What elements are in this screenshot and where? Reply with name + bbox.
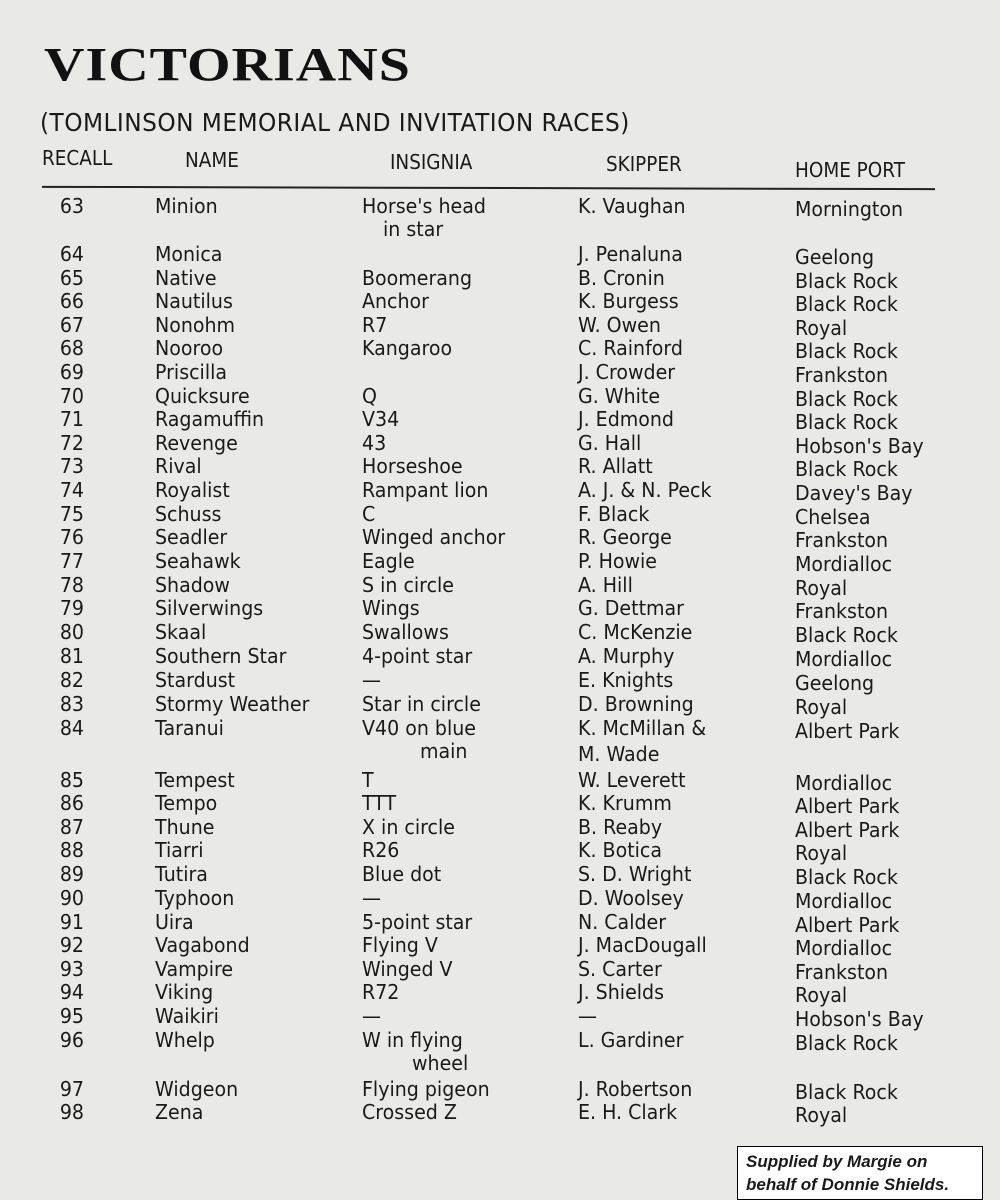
cell-insignia: —	[362, 668, 381, 692]
cell-skipper: J. Edmond	[578, 407, 674, 431]
cell-insignia: Flying V	[362, 933, 438, 957]
cell-port: Royal	[795, 841, 848, 865]
cell-name: Tiarri	[155, 838, 204, 862]
cell-insignia-continued: main	[420, 739, 468, 763]
cell-recall: 77	[59, 549, 84, 573]
cell-skipper: W. Leverett	[578, 768, 686, 792]
cell-insignia-continued: wheel	[412, 1051, 469, 1075]
cell-port: Black Rock	[795, 865, 898, 889]
cell-skipper: L. Gardiner	[578, 1028, 684, 1052]
cell-name: Ragamuffin	[155, 407, 265, 431]
cell-insignia: Winged anchor	[362, 525, 506, 549]
cell-recall: 98	[59, 1100, 84, 1124]
cell-recall: 92	[59, 933, 84, 957]
cell-recall: 89	[59, 862, 84, 886]
cell-name: Waikiri	[155, 1004, 219, 1028]
cell-name: Nautilus	[155, 289, 233, 313]
cell-insignia: R7	[362, 313, 388, 337]
cell-port: Albert Park	[795, 818, 900, 842]
cell-skipper: —	[578, 1004, 597, 1028]
cell-name: Uira	[155, 910, 194, 934]
cell-port: Royal	[795, 316, 848, 340]
cell-name: Quicksure	[155, 384, 250, 408]
cell-skipper: G. Hall	[578, 431, 642, 455]
cell-skipper: N. Calder	[578, 910, 667, 934]
cell-port: Mordialloc	[795, 889, 893, 913]
cell-insignia: Crossed Z	[362, 1100, 457, 1124]
cell-port: Albert Park	[795, 719, 900, 743]
cell-name: Stormy Weather	[155, 692, 310, 716]
cell-name: Skaal	[155, 620, 207, 644]
cell-name: Tutira	[155, 862, 208, 886]
cell-skipper: A. J. & N. Peck	[578, 478, 712, 502]
cell-recall: 96	[59, 1028, 84, 1052]
cell-skipper: C. McKenzie	[578, 620, 693, 644]
cell-skipper: K. Botica	[578, 838, 663, 862]
cell-name: Vampire	[155, 957, 234, 981]
cell-recall: 72	[59, 431, 84, 455]
cell-recall: 86	[59, 791, 84, 815]
cell-name: Seadler	[155, 525, 228, 549]
cell-port: Black Rock	[795, 269, 898, 293]
cell-insignia: V40 on blue	[362, 716, 476, 740]
cell-insignia: Eagle	[362, 549, 415, 573]
cell-skipper: E. H. Clark	[578, 1100, 678, 1124]
cell-insignia-continued: in star	[383, 217, 444, 241]
cell-name: Tempest	[155, 768, 235, 792]
cell-insignia: R26	[362, 838, 400, 862]
cell-name: Typhoon	[155, 886, 235, 910]
cell-port: Mordialloc	[795, 647, 893, 671]
cell-insignia: Anchor	[362, 289, 429, 313]
cell-port: Black Rock	[795, 410, 898, 434]
cell-port: Black Rock	[795, 1080, 898, 1104]
cell-insignia: X in circle	[362, 815, 455, 839]
cell-insignia: V34	[362, 407, 400, 431]
cell-name: Rival	[155, 454, 202, 478]
cell-recall: 84	[59, 716, 84, 740]
cell-insignia: T	[362, 768, 374, 792]
cell-insignia: Kangaroo	[362, 336, 453, 360]
cell-port: Black Rock	[795, 387, 898, 411]
header-insignia: INSIGNIA	[390, 150, 473, 174]
cell-skipper: K. Burgess	[578, 289, 679, 313]
cell-recall: 76	[59, 525, 84, 549]
cell-recall: 94	[59, 980, 84, 1004]
credit-line-2: behalf of Donnie Shields.	[746, 1175, 950, 1194]
cell-recall: 88	[59, 838, 84, 862]
cell-recall: 71	[59, 407, 84, 431]
cell-insignia: Q	[362, 384, 377, 408]
cell-name: Schuss	[155, 502, 222, 526]
cell-recall: 74	[59, 478, 84, 502]
cell-name: Seahawk	[155, 549, 241, 573]
cell-name: Native	[155, 266, 217, 290]
cell-port: Royal	[795, 695, 848, 719]
cell-insignia: Rampant lion	[362, 478, 489, 502]
cell-recall: 83	[59, 692, 84, 716]
cell-port: Hobson's Bay	[795, 434, 924, 458]
cell-recall: 97	[59, 1077, 84, 1101]
cell-skipper: A. Murphy	[578, 644, 675, 668]
cell-skipper: K. McMillan &	[578, 716, 707, 740]
cell-name: Shadow	[155, 573, 230, 597]
cell-port: Black Rock	[795, 457, 898, 481]
cell-skipper: C. Rainford	[578, 336, 683, 360]
cell-recall: 78	[59, 573, 84, 597]
cell-insignia: R72	[362, 980, 400, 1004]
cell-port: Frankston	[795, 599, 889, 623]
cell-port: Albert Park	[795, 794, 900, 818]
cell-port: Royal	[795, 983, 848, 1007]
cell-insignia: —	[362, 1004, 381, 1028]
cell-skipper: S. Carter	[578, 957, 662, 981]
credit-line-1: Supplied by Margie on	[746, 1152, 928, 1171]
cell-port: Chelsea	[795, 505, 871, 529]
cell-skipper: K. Vaughan	[578, 194, 686, 218]
cell-port: Geelong	[795, 245, 875, 269]
header-name: NAME	[185, 148, 239, 172]
cell-port: Geelong	[795, 671, 875, 695]
header-skipper: SKIPPER	[606, 152, 682, 176]
cell-recall: 91	[59, 910, 84, 934]
cell-recall: 93	[59, 957, 84, 981]
cell-name: Thune	[155, 815, 215, 839]
cell-name: Royalist	[155, 478, 230, 502]
cell-port: Royal	[795, 576, 848, 600]
cell-skipper: S. D. Wright	[578, 862, 692, 886]
cell-name: Revenge	[155, 431, 238, 455]
cell-skipper: F. Black	[578, 502, 650, 526]
cell-name: Taranui	[155, 716, 224, 740]
cell-recall: 65	[59, 266, 84, 290]
cell-skipper: E. Knights	[578, 668, 674, 692]
cell-port: Albert Park	[795, 913, 900, 937]
cell-recall: 90	[59, 886, 84, 910]
cell-name: Stardust	[155, 668, 236, 692]
cell-name: Nonohm	[155, 313, 236, 337]
cell-skipper: R. Allatt	[578, 454, 653, 478]
cell-name: Whelp	[155, 1028, 215, 1052]
cell-recall: 68	[59, 336, 84, 360]
cell-insignia: W in flying	[362, 1028, 463, 1052]
cell-name: Viking	[155, 980, 214, 1004]
cell-insignia: 5-point star	[362, 910, 473, 934]
cell-name: Silverwings	[155, 596, 264, 620]
cell-skipper: B. Reaby	[578, 815, 663, 839]
cell-skipper: B. Cronin	[578, 266, 665, 290]
cell-skipper: J. Robertson	[578, 1077, 693, 1101]
cell-name: Priscilla	[155, 360, 228, 384]
cell-port: Black Rock	[795, 1031, 898, 1055]
cell-recall: 70	[59, 384, 84, 408]
cell-insignia: TTT	[362, 791, 397, 815]
cell-name: Southern Star	[155, 644, 287, 668]
cell-name: Monica	[155, 242, 223, 266]
cell-insignia: Horse's head	[362, 194, 486, 218]
cell-skipper: P. Howie	[578, 549, 657, 573]
document-subtitle: (TOMLINSON MEMORIAL AND INVITATION RACES)	[40, 108, 630, 137]
cell-name: Vagabond	[155, 933, 250, 957]
cell-recall: 69	[59, 360, 84, 384]
cell-insignia: Boomerang	[362, 266, 473, 290]
cell-recall: 73	[59, 454, 84, 478]
cell-insignia: Wings	[362, 596, 420, 620]
cell-port: Black Rock	[795, 339, 898, 363]
cell-skipper: G. White	[578, 384, 661, 408]
cell-skipper: G. Dettmar	[578, 596, 684, 620]
cell-insignia: C	[362, 502, 376, 526]
cell-port: Frankston	[795, 528, 889, 552]
cell-port: Royal	[795, 1103, 848, 1127]
cell-recall: 95	[59, 1004, 84, 1028]
cell-insignia: Horseshoe	[362, 454, 463, 478]
cell-recall: 82	[59, 668, 84, 692]
cell-skipper: J. Crowder	[578, 360, 676, 384]
cell-port: Black Rock	[795, 292, 898, 316]
header-recall: RECALL	[42, 146, 113, 170]
cell-recall: 75	[59, 502, 84, 526]
cell-insignia: Star in circle	[362, 692, 481, 716]
cell-insignia: Swallows	[362, 620, 449, 644]
cell-skipper: A. Hill	[578, 573, 633, 597]
cell-name: Zena	[155, 1100, 204, 1124]
cell-port: Hobson's Bay	[795, 1007, 924, 1031]
cell-recall: 66	[59, 289, 84, 313]
cell-skipper: J. MacDougall	[578, 933, 707, 957]
cell-name: Widgeon	[155, 1077, 239, 1101]
cell-skipper: J. Shields	[578, 980, 665, 1004]
cell-insignia: Winged V	[362, 957, 453, 981]
cell-port: Frankston	[795, 960, 889, 984]
cell-port: Black Rock	[795, 623, 898, 647]
cell-recall: 64	[59, 242, 84, 266]
cell-skipper: R. George	[578, 525, 672, 549]
cell-recall: 63	[59, 194, 84, 218]
cell-skipper-continued: M. Wade	[578, 742, 660, 766]
cell-port: Mordialloc	[795, 936, 893, 960]
cell-recall: 79	[59, 596, 84, 620]
cell-recall: 67	[59, 313, 84, 337]
cell-port: Frankston	[795, 363, 889, 387]
cell-skipper: D. Woolsey	[578, 886, 684, 910]
cell-insignia: S in circle	[362, 573, 455, 597]
cell-recall: 87	[59, 815, 84, 839]
cell-name: Tempo	[155, 791, 218, 815]
cell-name: Nooroo	[155, 336, 224, 360]
cell-recall: 85	[59, 768, 84, 792]
credit-box	[737, 1146, 983, 1200]
cell-skipper: W. Owen	[578, 313, 661, 337]
cell-port: Mordialloc	[795, 552, 893, 576]
cell-recall: 80	[59, 620, 84, 644]
header-divider	[42, 186, 935, 190]
cell-insignia: 43	[362, 431, 387, 455]
cell-name: Minion	[155, 194, 218, 218]
document-title: VICTORIANS	[44, 38, 411, 92]
cell-insignia: 4-point star	[362, 644, 473, 668]
cell-skipper: K. Krumm	[578, 791, 672, 815]
cell-port: Mornington	[795, 197, 904, 221]
cell-port: Davey's Bay	[795, 481, 913, 505]
cell-insignia: Blue dot	[362, 862, 442, 886]
cell-port: Mordialloc	[795, 771, 893, 795]
cell-insignia: —	[362, 886, 381, 910]
header-home-port: HOME PORT	[795, 158, 905, 182]
cell-recall: 81	[59, 644, 84, 668]
cell-insignia: Flying pigeon	[362, 1077, 490, 1101]
cell-skipper: J. Penaluna	[578, 242, 683, 266]
cell-skipper: D. Browning	[578, 692, 694, 716]
